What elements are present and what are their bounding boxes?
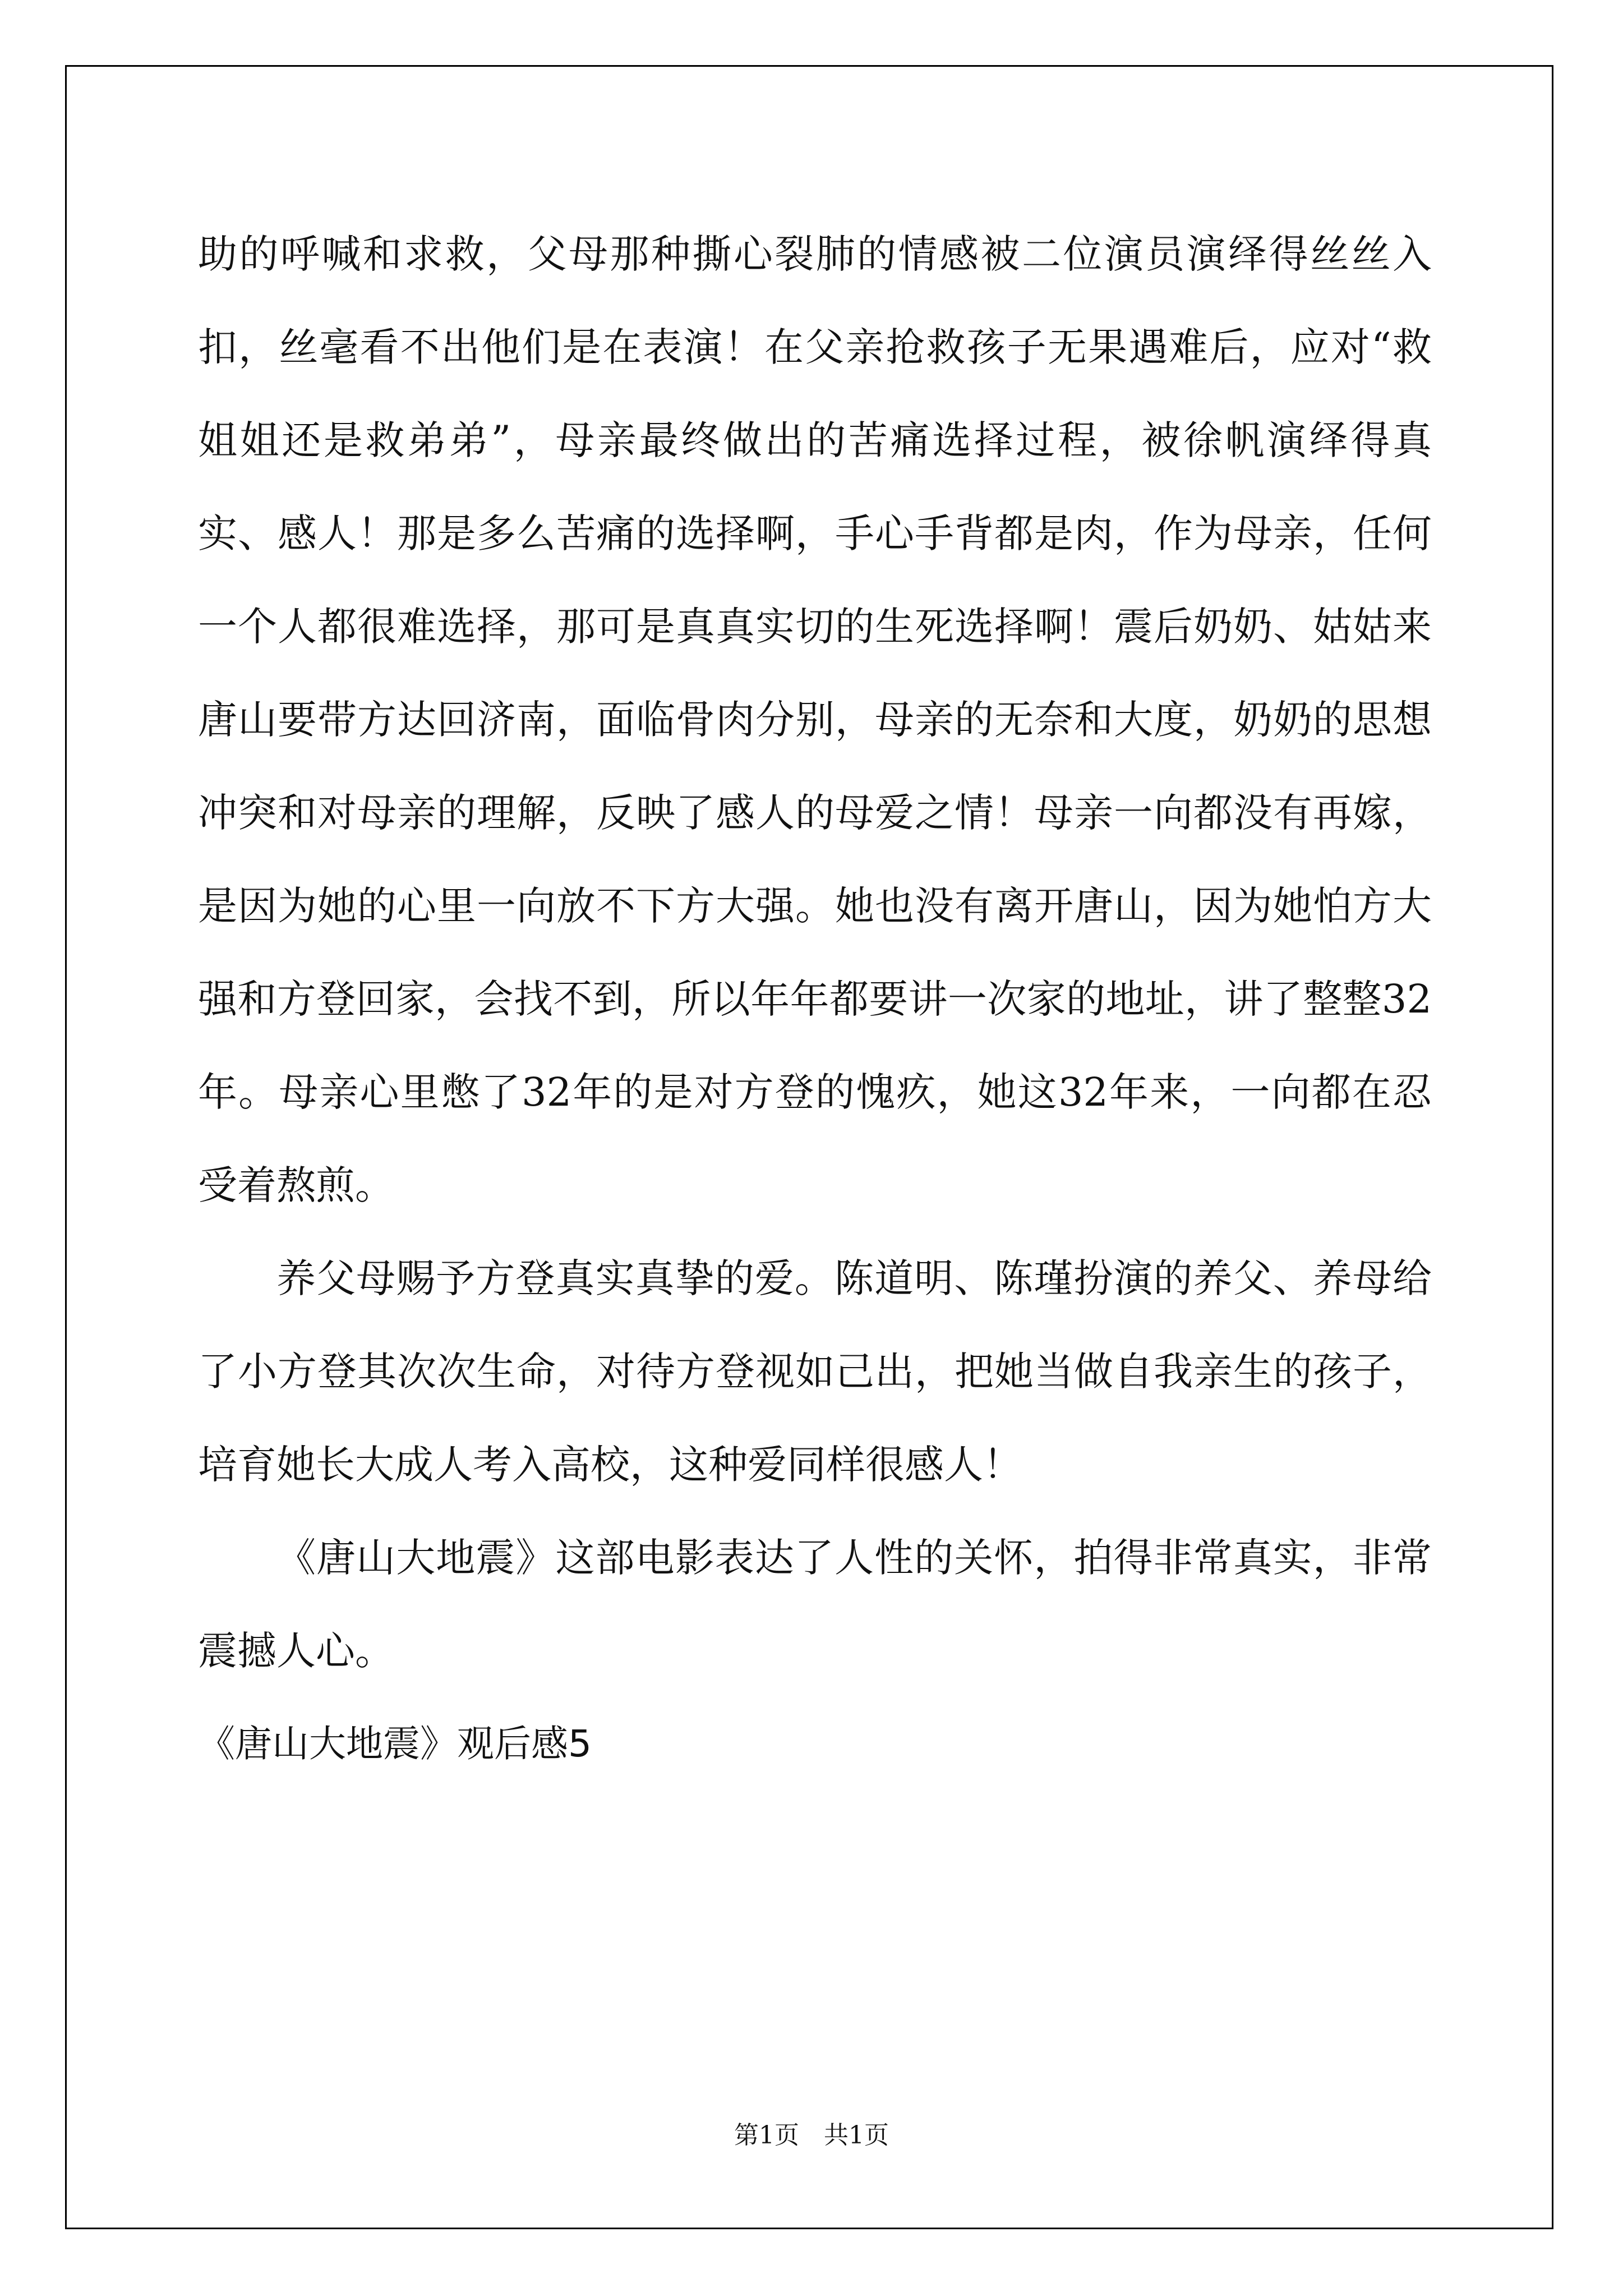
paragraph-3: 《唐山大地震》这部电影表达了人性的关怀，拍得非常真实，非常震撼人心。 [198,1535,1432,1674]
paragraph-2: 养父母赐予方登真实真挚的爱。陈道明、陈瑾扮演的养父、养母给了小方登其次次生命，对待方登视如己出，把她当做自我亲生的孩子，培育她长大成人考入高校，这种爱同样很感人！ [198,1255,1432,1488]
paragraph-1: 助的呼喊和求救，父母那种撕心裂肺的情感被二位演员演绎得丝丝入扣，丝毫看不出他们是在表演！在父亲抢救孩子无果遇难后，应对“救姐姐还是救弟弟”，母亲最终做出的苦痛选择过程，被徐帆演绎得真实、感人！那是多么苦痛的选择啊，手心手背都是肉，作为母亲，任何一个人都很难选择，那可是真真实切的生死选择啊！震后奶奶、姑姑来唐山要带方达回济南，面临骨肉分别，母亲的无奈和大度，奶奶的思想冲突和对母亲的理解，反映了感人的母爱之情！母亲一向都没有再嫁，是因为她的心里一向放不下方大强。她也没有离开唐山，因为她怕方大强和方登回家，会找不到，所以年年都要讲一次家的地址，讲了整整32年。母亲心里憋了32年的是对方登的愧疚，她这32年来，一向都在忍受着熬煎。 [198,231,1432,1208]
section-heading: 《唐山大地震》观后感5 [198,1722,592,1765]
document-body [198,208,1432,1791]
page-footer: 第1页 共1页 [734,2121,889,2150]
